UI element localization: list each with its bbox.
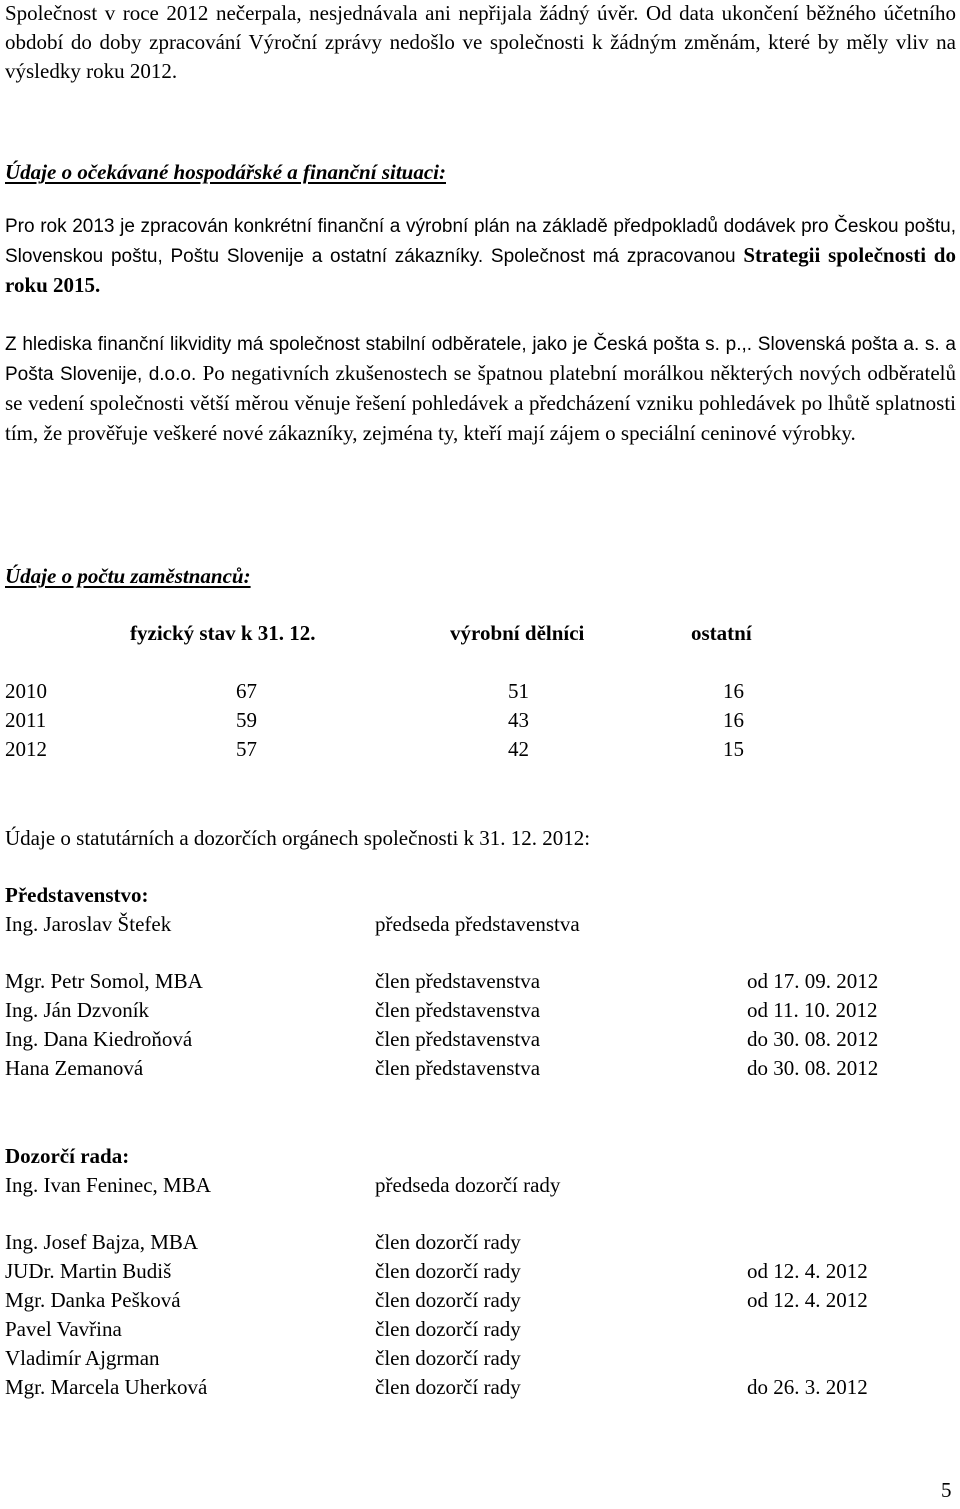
member-name: Mgr. Danka Pešková	[5, 1288, 181, 1312]
financial-situation-heading: Údaje o očekávané hospodářské a finanční situaci:	[5, 160, 446, 184]
physical-cell: 67	[236, 679, 257, 703]
financial-plan-text: Pro rok 2013 je zpracován konkrétní finanční a výrobní plán na základě předpokladů dodávek pro Českou poštu, Slovenskou poštu, Poštu Slovenije a ostatní zákazníky. Společnost má zpracovanou	[5, 216, 956, 267]
member-name: Mgr. Petr Somol, MBA	[5, 969, 203, 993]
member-name: Pavel Vavřina	[5, 1317, 122, 1341]
list-item	[0, 1228, 960, 1257]
table-row	[0, 677, 960, 706]
member-date: do 30. 08. 2012	[747, 1027, 879, 1051]
financial-plan-paragraph	[5, 212, 956, 301]
year-cell: 2011	[5, 708, 47, 732]
member-date: od 12. 4. 2012	[747, 1259, 868, 1283]
strategy-bold-text: Strategii společnosti do roku 2015.	[5, 243, 956, 297]
year-cell: 2010	[5, 679, 47, 703]
member-role: člen představenstva	[375, 998, 541, 1022]
member-role: člen dozorčí rady	[375, 1375, 521, 1399]
workers-cell: 43	[508, 708, 529, 732]
member-date: do 26. 3. 2012	[747, 1375, 868, 1399]
member-role: člen představenstva	[375, 969, 541, 993]
list-item	[0, 1373, 960, 1402]
page-number: 5	[941, 1478, 952, 1502]
member-name: JUDr. Martin Budiš	[5, 1259, 172, 1283]
employees-heading: Údaje o počtu zaměstnanců:	[5, 564, 251, 588]
table-row	[0, 706, 960, 735]
member-date: do 30. 08. 2012	[747, 1056, 879, 1080]
member-role: člen dozorčí rady	[375, 1230, 521, 1254]
member-name: Hana Zemanová	[5, 1056, 144, 1080]
member-role: člen představenstva	[375, 1027, 541, 1051]
member-name: Ing. Jaroslav Štefek	[5, 912, 172, 936]
member-role: předseda představenstva	[375, 912, 580, 936]
list-item	[0, 1054, 960, 1083]
member-name: Mgr. Marcela Uherková	[5, 1375, 208, 1399]
physical-cell: 59	[236, 708, 257, 732]
list-item	[0, 910, 960, 939]
member-role: předseda dozorčí rady	[375, 1173, 561, 1197]
other-cell: 15	[723, 737, 744, 761]
column-header-workers: výrobní dělníci	[450, 621, 585, 645]
list-item	[0, 996, 960, 1025]
table-row	[0, 735, 960, 764]
member-name: Ing. Ivan Feninec, MBA	[5, 1173, 211, 1197]
member-date: od 17. 09. 2012	[747, 969, 879, 993]
liquidity-text-serif: Po negativních zkušenostech se špatnou platební morálkou některých nových odběratelů se vedení společnosti větší měrou věnuje řešení pohledávek a předcházení vzniku pohledávek po lhůtě splatnosti tím, že prověřuje veškeré nové zákazníky, zejména ty, kteří mají zájem o speciální ceninové výrobky.	[5, 361, 956, 445]
member-name: Ing. Josef Bajza, MBA	[5, 1230, 199, 1254]
supervisory-heading: Dozorčí rada:	[5, 1144, 130, 1168]
workers-cell: 42	[508, 737, 529, 761]
liquidity-paragraph	[5, 330, 956, 449]
list-item	[0, 967, 960, 996]
list-item	[0, 1025, 960, 1054]
other-cell: 16	[723, 708, 744, 732]
physical-cell: 57	[236, 737, 257, 761]
board-heading: Představenstvo:	[5, 883, 149, 907]
member-name: Ing. Dana Kiedroňová	[5, 1027, 193, 1051]
list-item	[0, 1344, 960, 1373]
intro-paragraph: Společnost v roce 2012 nečerpala, nesjednávala ani nepřijala žádný úvěr. Od data ukončení běžného účetního období do doby zpracování Výroční zprávy nedošlo ve společnosti k žádným změnám, které by měly vliv na výsledky roku 2012.	[5, 1, 956, 83]
year-cell: 2012	[5, 737, 47, 761]
workers-cell: 51	[508, 679, 529, 703]
list-item	[0, 1171, 960, 1200]
other-cell: 16	[723, 679, 744, 703]
member-name: Ing. Ján Dzvoník	[5, 998, 150, 1022]
member-name: Vladimír Ajgrman	[5, 1346, 160, 1370]
list-item	[0, 1286, 960, 1315]
member-date: od 11. 10. 2012	[747, 998, 878, 1022]
member-role: člen dozorčí rady	[375, 1288, 521, 1312]
member-role: člen představenstva	[375, 1056, 541, 1080]
member-role: člen dozorčí rady	[375, 1346, 521, 1370]
organs-title: Údaje o statutárních a dozorčích orgánech společnosti k 31. 12. 2012:	[5, 826, 591, 850]
column-header-other: ostatní	[691, 621, 752, 645]
member-date: od 12. 4. 2012	[747, 1288, 868, 1312]
list-item	[0, 1257, 960, 1286]
liquidity-text-sans: Z hlediska finanční likvidity má společnost stabilní odběratele, jako je Česká pošta s. p.,. Slovenská pošta a. s. a Pošta Slovenije, d.o.o.	[5, 334, 956, 385]
member-role: člen dozorčí rady	[375, 1317, 521, 1341]
list-item	[0, 1315, 960, 1344]
column-header-physical: fyzický stav k 31. 12.	[130, 621, 316, 645]
member-role: člen dozorčí rady	[375, 1259, 521, 1283]
